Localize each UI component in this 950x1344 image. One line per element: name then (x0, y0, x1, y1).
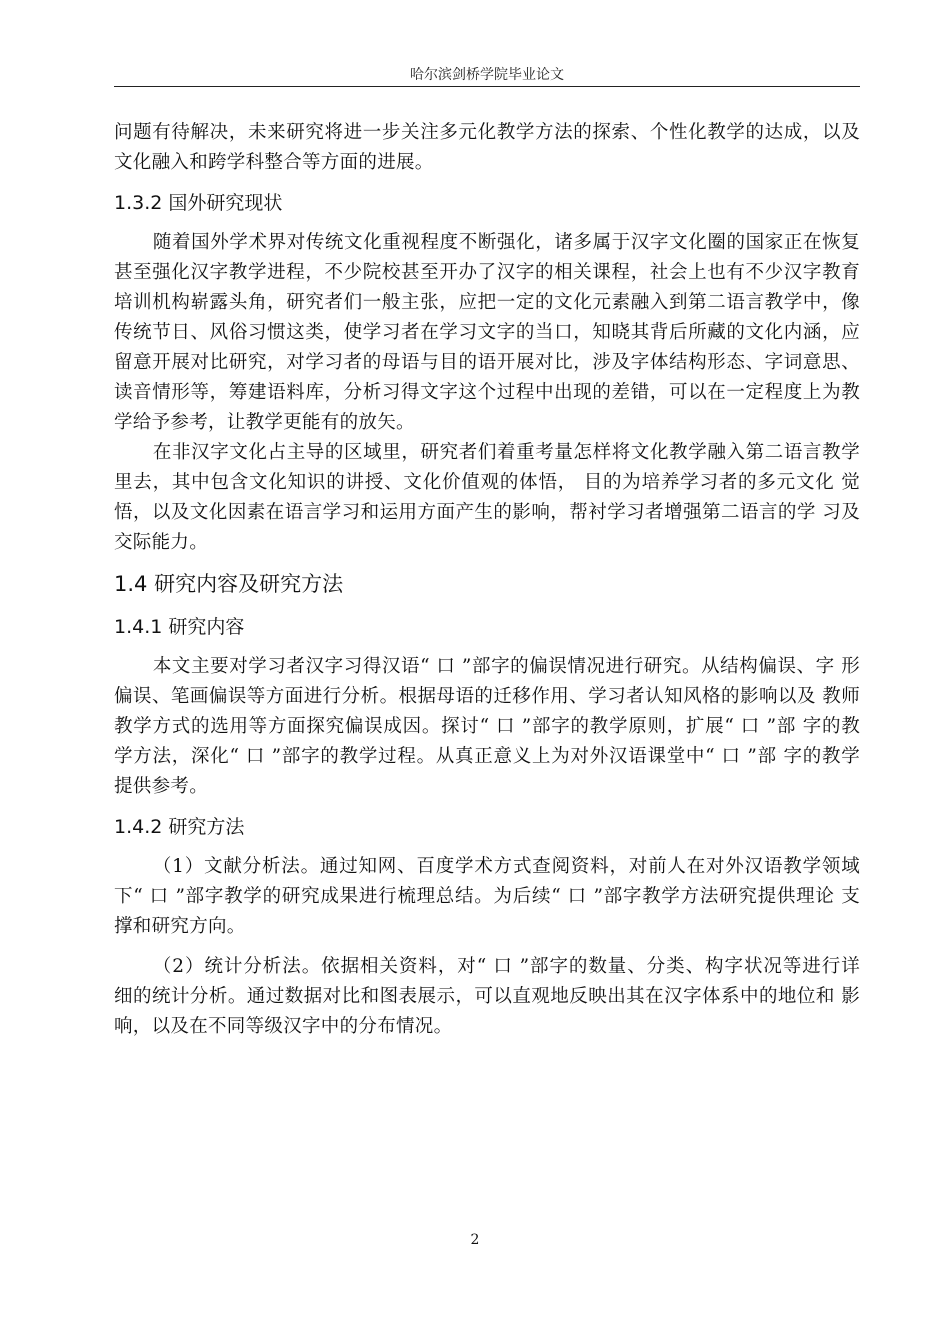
page-number: 2 (470, 1232, 480, 1248)
section-heading-1-3-2: 1.3.2 国外研究现状 (114, 192, 283, 214)
section-heading-1-4-2: 1.4.2 研究方法 (114, 816, 245, 838)
paragraph-foreign-research-1: 随着国外学术界对传统文化重视程度不断强化，诸多属于汉字文化圈的国家正在恢复甚至强化汉字教学进程，不少院校甚至开办了汉字的相关课程，社会上也有不少汉字教育培训机构崭露头角，研究者们一般主张，应把一定的文化元素融入到第二语言教学中，像传统节日、风俗习惯这类，使学习者在学习文字的当口，知晓其背后所藏的文化内涵，应留意开展对比研究，对学习者的母语与目的语开展对比，涉及字体结构形态、字词意思、读音情形等，筹建语料库，分析习得文字这个过程中出现的差错，可以在一定程度上为教学给予参考，让教学更能有的放矢。 (114, 232, 860, 433)
header-divider (114, 86, 860, 87)
paragraph-continued: 问题有待解决，未来研究将进一步关注多元化教学方法的探索、个性化教学的达成，以及文化融入和跨学科整合等方面的进展。 (114, 122, 860, 173)
section-heading-1-4: 1.4 研究内容及研究方法 (114, 572, 344, 596)
page-content (114, 118, 860, 1042)
section-heading-1-4-1: 1.4.1 研究内容 (114, 616, 245, 638)
paragraph-method-statistics: （2）统计分析法。依据相关资料，对“ 口 ”部字的数量、分类、构字状况等进行详 细的统计分析。通过数据对比和图表展示，可以直观地反映出其在汉字体系中的地位和 影响，以及在不同等级汉字中的分布情况。 (114, 956, 860, 1037)
paragraph-method-literature: （1）文献分析法。通过知网、百度学术方式查阅资料，对前人在对外汉语教学领域下“ 口 ”部字教学的研究成果进行梳理总结。为后续“ 口 ”部字教学方法研究提供理论 支撑和研究方向。 (114, 856, 860, 937)
paragraph-research-content: 本文主要对学习者汉字习得汉语“ 口 ”部字的偏误情况进行研究。从结构偏误、字 形偏误、笔画偏误等方面进行分析。根据母语的迁移作用、学习者认知风格的影响以及 教师教学方式的选用等方面探究偏误成因。探讨“ 口 ”部字的教学原则，扩展“ 口 ”部 字的教学方法，深化“ 口 ”部字的教学过程。从真正意义上为对外汉语课堂中“ 口 ”部 字的教学提供参考。 (114, 656, 860, 797)
paragraph-foreign-research-2: 在非汉字文化占主导的区域里，研究者们着重考量怎样将文化教学融入第二语言教学里去，其中包含文化知识的讲授、文化价值观的体悟， 目的为培养学习者的多元文化 觉悟，以及文化因素在语言学习和运用方面产生的影响，帮衬学习者增强第二语言的学 习及交际能力。 (114, 442, 860, 553)
running-header: 哈尔滨剑桥学院毕业论文 (410, 67, 564, 83)
